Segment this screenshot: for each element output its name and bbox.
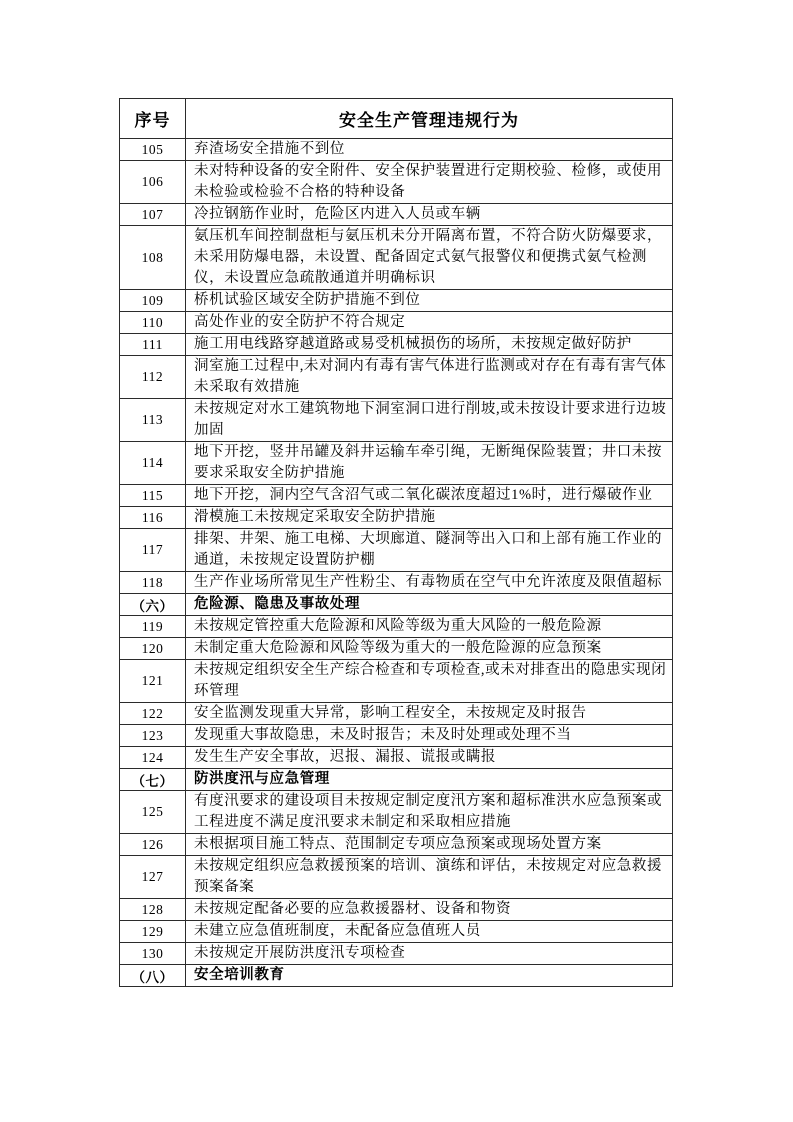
- row-number: 106: [120, 161, 186, 204]
- row-number: 128: [120, 899, 186, 921]
- table-row: [120, 161, 673, 204]
- row-number: 125: [120, 791, 186, 834]
- table-row: [120, 312, 673, 334]
- row-violation-text: 有度汛要求的建设项目未按规定制定度汛方案和超标准洪水应急预案或工程进度不满足度汛要求未制定和采取相应措施: [186, 791, 673, 834]
- row-violation-text: 危险源、隐患及事故处理: [186, 594, 673, 616]
- row-violation-text: 未按规定组织安全生产综合检查和专项检查,或未对排查出的隐患实现闭环管理: [186, 660, 673, 703]
- row-number: （八）: [120, 965, 186, 987]
- row-number: 119: [120, 616, 186, 638]
- row-number: 123: [120, 725, 186, 747]
- table-row: [120, 856, 673, 899]
- table-row: [120, 507, 673, 529]
- row-violation-text: 未按规定组织应急救援预案的培训、演练和评估，未按规定对应急救援预案备案: [186, 856, 673, 899]
- section-row: [120, 769, 673, 791]
- row-violation-text: 未按规定管控重大危险源和风险等级为重大风险的一般危险源: [186, 616, 673, 638]
- row-violation-text: 弃渣场安全措施不到位: [186, 139, 673, 161]
- row-violation-text: 发生生产安全事故，迟报、漏报、谎报或瞒报: [186, 747, 673, 769]
- row-number: 129: [120, 921, 186, 943]
- row-number: 115: [120, 485, 186, 507]
- row-violation-text: 未对特种设备的安全附件、安全保护装置进行定期校验、检修，或使用未检验或检验不合格的特种设备: [186, 161, 673, 204]
- section-row: [120, 965, 673, 987]
- table-row: [120, 485, 673, 507]
- table-row: [120, 703, 673, 725]
- row-violation-text: 未建立应急值班制度，未配备应急值班人员: [186, 921, 673, 943]
- row-violation-text: 排架、井架、施工电梯、大坝廊道、隧洞等出入口和上部有施工作业的通道，未按规定设置防护棚: [186, 529, 673, 572]
- table-row: [120, 356, 673, 399]
- header-serial-number: 序号: [120, 99, 186, 139]
- row-number: 114: [120, 442, 186, 485]
- table-header-row: [120, 99, 673, 139]
- row-violation-text: 桥机试验区域安全防护措施不到位: [186, 290, 673, 312]
- table-row: [120, 921, 673, 943]
- table-row: [120, 725, 673, 747]
- table-row: [120, 943, 673, 965]
- row-violation-text: 滑模施工未按规定采取安全防护措施: [186, 507, 673, 529]
- row-number: （七）: [120, 769, 186, 791]
- section-row: [120, 594, 673, 616]
- table-row: [120, 638, 673, 660]
- row-number: 110: [120, 312, 186, 334]
- table-row: [120, 290, 673, 312]
- row-violation-text: 高处作业的安全防护不符合规定: [186, 312, 673, 334]
- row-violation-text: 未按规定对水工建筑物地下洞室洞口进行削坡,或未按设计要求进行边坡加固: [186, 399, 673, 442]
- table-row: [120, 572, 673, 594]
- row-violation-text: 未根据项目施工特点、范围制定专项应急预案或现场处置方案: [186, 834, 673, 856]
- row-number: 117: [120, 529, 186, 572]
- table-row: [120, 204, 673, 226]
- table-row: [120, 226, 673, 290]
- table-body: [120, 139, 673, 987]
- table-row: [120, 139, 673, 161]
- table-row: [120, 529, 673, 572]
- row-number: 111: [120, 334, 186, 356]
- row-number: 130: [120, 943, 186, 965]
- row-number: 109: [120, 290, 186, 312]
- row-number: 105: [120, 139, 186, 161]
- table-row: [120, 747, 673, 769]
- row-number: 108: [120, 226, 186, 290]
- table-row: [120, 616, 673, 638]
- violations-table: [119, 98, 673, 987]
- row-violation-text: 安全监测发现重大异常，影响工程安全，未按规定及时报告: [186, 703, 673, 725]
- row-violation-text: 未按规定配备必要的应急救援器材、设备和物资: [186, 899, 673, 921]
- header-violation-title: 安全生产管理违规行为: [186, 99, 673, 139]
- row-violation-text: 洞室施工过程中,未对洞内有毒有害气体进行监测或对存在有毒有害气体未采取有效措施: [186, 356, 673, 399]
- row-number: 124: [120, 747, 186, 769]
- row-number: 122: [120, 703, 186, 725]
- row-number: 113: [120, 399, 186, 442]
- row-violation-text: 地下开挖，洞内空气含沼气或二氧化碳浓度超过1%时，进行爆破作业: [186, 485, 673, 507]
- row-number: 107: [120, 204, 186, 226]
- table-row: [120, 834, 673, 856]
- row-violation-text: 安全培训教育: [186, 965, 673, 987]
- row-number: 116: [120, 507, 186, 529]
- row-number: 126: [120, 834, 186, 856]
- table-row: [120, 399, 673, 442]
- row-violation-text: 发现重大事故隐患，未及时报告；未及时处理或处理不当: [186, 725, 673, 747]
- row-violation-text: 冷拉钢筋作业时，危险区内进入人员或车辆: [186, 204, 673, 226]
- table-row: [120, 899, 673, 921]
- row-number: 127: [120, 856, 186, 899]
- row-number: 121: [120, 660, 186, 703]
- row-violation-text: 施工用电线路穿越道路或易受机械损伤的场所，未按规定做好防护: [186, 334, 673, 356]
- row-violation-text: 地下开挖，竖井吊罐及斜井运输车牵引绳，无断绳保险装置；井口未按要求采取安全防护措施: [186, 442, 673, 485]
- table-row: [120, 791, 673, 834]
- table-row: [120, 660, 673, 703]
- row-violation-text: 未按规定开展防洪度汛专项检查: [186, 943, 673, 965]
- row-violation-text: 生产作业场所常见生产性粉尘、有毒物质在空气中允许浓度及限值超标: [186, 572, 673, 594]
- row-violation-text: 氨压机车间控制盘柜与氨压机未分开隔离布置，不符合防火防爆要求，未采用防爆电器，未设置、配备固定式氨气报警仪和便携式氨气检测仪，未设置应急疏散通道并明确标识: [186, 226, 673, 290]
- row-violation-text: 未制定重大危险源和风险等级为重大的一般危险源的应急预案: [186, 638, 673, 660]
- row-number: 112: [120, 356, 186, 399]
- row-number: 120: [120, 638, 186, 660]
- row-number: 118: [120, 572, 186, 594]
- table-row: [120, 442, 673, 485]
- table-row: [120, 334, 673, 356]
- row-number: （六）: [120, 594, 186, 616]
- row-violation-text: 防洪度汛与应急管理: [186, 769, 673, 791]
